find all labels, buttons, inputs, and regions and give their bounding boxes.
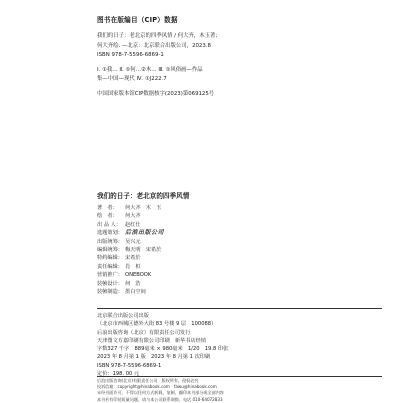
cip-classification: 集—中国—现代 Ⅳ. ①J222.7	[97, 76, 167, 83]
credit-role: 责任编辑：	[97, 263, 123, 270]
publisher-address: （北京市西城区德外大街 83 号楼 9 层 100088）	[97, 321, 217, 328]
credit-name: 何 浩	[125, 280, 141, 287]
rights-notice	[97, 378, 382, 403]
divider-top	[97, 308, 382, 309]
credit-role: 装帧制造：	[97, 289, 123, 296]
credit-role: 著 者：	[97, 205, 118, 211]
cip-data-block	[97, 14, 382, 100]
credit-name: 何大齐	[125, 213, 141, 220]
notice-line: 投诉信箱：copyright@hinabook.com fawu@hinabook.com	[97, 384, 217, 390]
credit-row	[97, 229, 382, 237]
credit-role: 装帧设计：	[97, 280, 123, 287]
credit-role: 绘 者：	[97, 213, 118, 220]
credit-row	[97, 288, 382, 296]
publisher-info	[97, 312, 382, 378]
edition-line: 2023 年 8 月第 1 版 2023 年 8 月第 1 次印刷	[97, 354, 211, 361]
cip-classification: Ⅰ. ①我… Ⅱ. ①何…②木… Ⅲ. ①风俗画—作品	[97, 66, 203, 73]
format-line: 字数327 千字 889毫米 × 980毫米 1/20 19.8 印张	[97, 346, 229, 353]
credit-role: 出版统筹：	[97, 238, 123, 245]
cip-heading: 图书在版编目（CIP）数据	[97, 16, 178, 24]
notice-line: 未经书面许可，不得以任何方式转载、复制、翻印本书部分或全部内容	[97, 390, 224, 396]
credit-row	[97, 280, 382, 288]
notice-line: 后浪出版咨询(北京)有限责任公司 版权所有，侵权必究	[97, 378, 199, 383]
notice-line: 本书若有印装质量问题，请与本公司联系调换，电话 010-64072833	[97, 396, 223, 402]
publisher-line: 北京联合出版公司出版	[97, 313, 149, 319]
credits-list	[97, 204, 382, 296]
credit-row	[97, 212, 382, 220]
credit-row	[97, 263, 382, 271]
credit-name: 吴兴元	[125, 238, 141, 245]
credit-role: 出 品 人：	[97, 221, 122, 228]
credit-row	[97, 221, 382, 229]
credit-name: 肖 桓	[125, 263, 141, 270]
credit-role: 编辑统筹：	[97, 247, 123, 254]
publisher-seal: 后浪出版公司	[125, 229, 165, 237]
book-title: 我们的日子：老北京的四季风情	[97, 192, 190, 200]
credit-role: 选题策划：	[97, 230, 123, 237]
credit-role: 特约编辑：	[97, 255, 123, 262]
colophon-credits	[97, 190, 382, 296]
divider-bottom	[97, 376, 382, 377]
credit-row	[97, 204, 382, 212]
credit-row	[97, 271, 382, 279]
price-line: 定价：198. 00 元	[97, 371, 140, 378]
credit-row	[97, 246, 382, 254]
credit-name: 宋希於	[125, 255, 141, 262]
credit-name: 墨白空间	[125, 289, 146, 296]
cip-line: 我们的日子：老北京的四季风情 / 何大齐，木玉著；	[97, 33, 221, 39]
cip-record-number: 中国国家版本馆CIP数据核字(2023)第069125号	[97, 90, 215, 97]
credit-name: 何大齐 木 玉	[125, 205, 162, 211]
credit-name: 梅天明 宋希於	[125, 247, 162, 254]
distributor-line: 后浪出版咨询（北京）有限责任公司发行	[97, 329, 191, 336]
printer-line: 天津图文方嘉印刷有限公司印刷 新华书店经销	[97, 337, 206, 344]
credit-name: 赵红仕	[125, 221, 141, 228]
credit-name: ONEBOOK	[125, 272, 152, 279]
credit-role: 营销推广：	[97, 272, 123, 279]
cip-line: 何大齐绘. —北京：北京联合出版公司，2023.8	[97, 42, 211, 49]
credit-row	[97, 238, 382, 246]
credit-row	[97, 254, 382, 262]
isbn-line: ISBN 978-7-5596-6869-1	[97, 362, 162, 369]
cip-isbn: ISBN 978-7-5596-6869-1	[97, 52, 164, 59]
